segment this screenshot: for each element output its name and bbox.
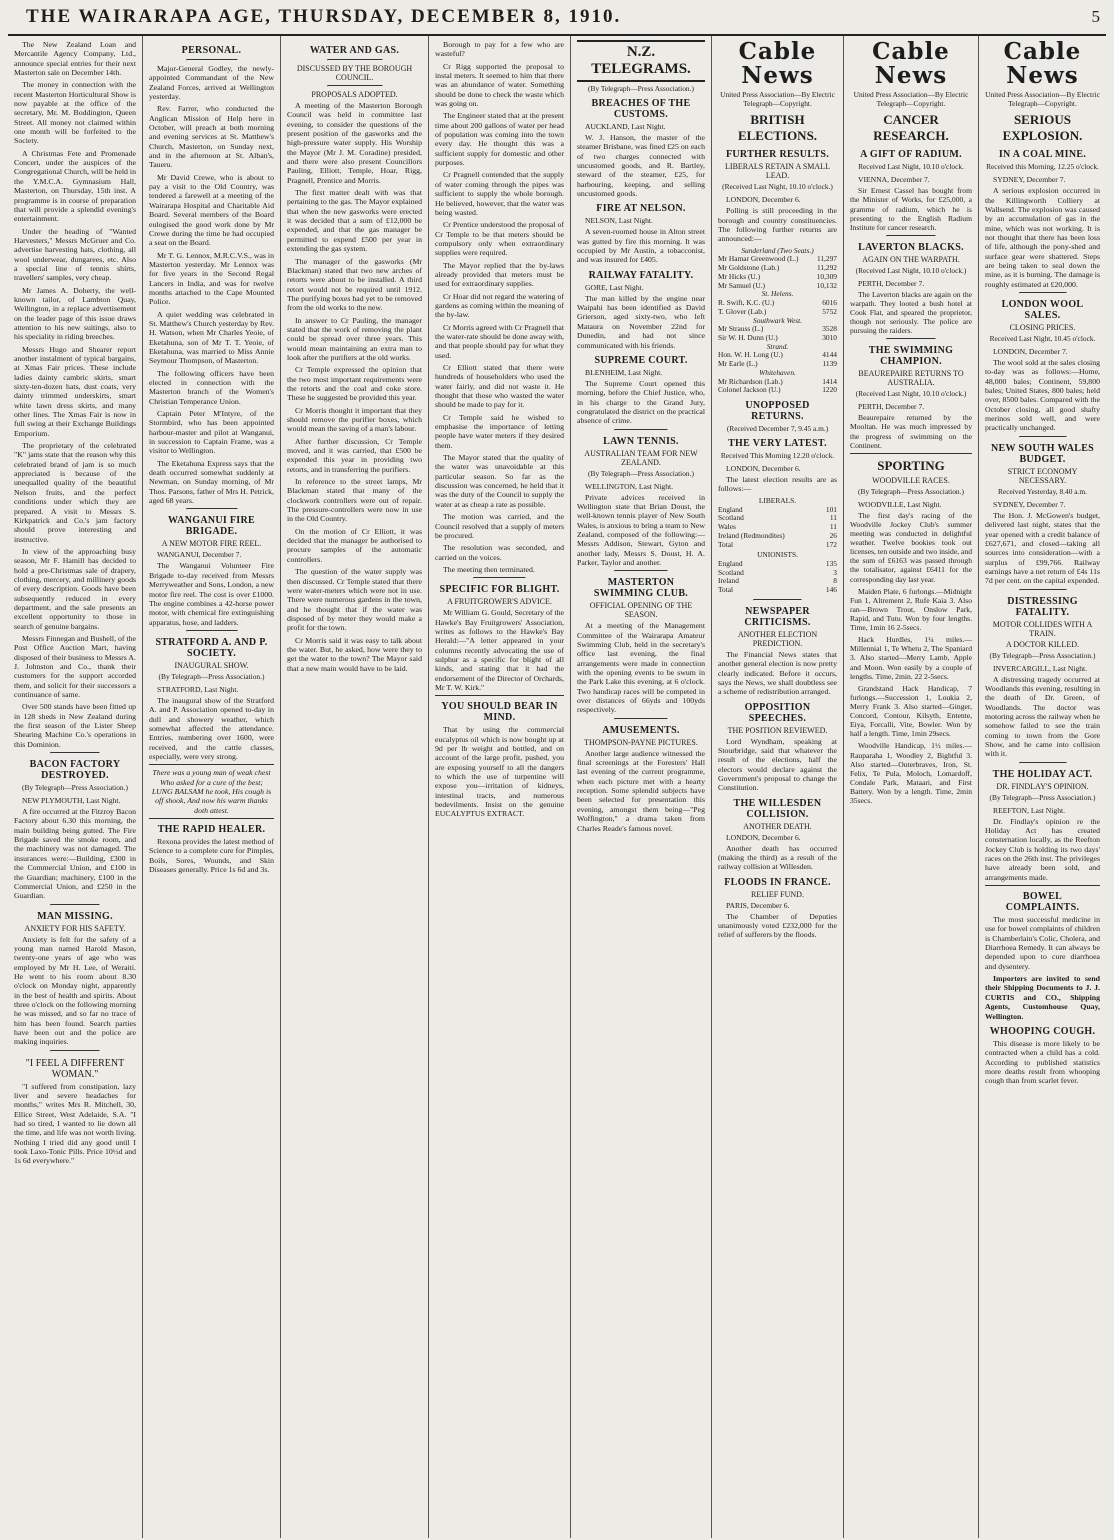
divider [1019, 589, 1067, 591]
paragraph: Mr David Crewe, who is about to pay a visit to the Old Country, was tendered a farewell at a meeting of the Wairarapa Hospital and Charitable Aid Board. Several members of the Board eulogised the good work done by Mr Crewe during the time he had occupied a seat on the Board. [149, 172, 274, 248]
race-result: Maiden Plate, 6 furlongs.—Midnight Fun 1, Altrement 2, Rufe Kaia 3. Also ran—Brown Trout, Onslow Park, Rapid, and Tutu. Won by four lengths. Time, 1min 16 2-5secs. [850, 586, 972, 633]
headline-cancer-research: CANCER RESEARCH. [873, 112, 949, 144]
paragraph: The Engineer stated that at the present time about 200 gallons of water per head of population was coming into the town every day. He thought this was a sufficient supply for domestic and other purposes. [435, 111, 564, 168]
telegraph-credit: United Press Association—By Electric Telegraph—Copyright. [720, 90, 835, 109]
paragraph: Under the heading of "Wanted Harvesters," Messrs McGruer and Co. advertise harvesting hats, clothing, all wool underwear, dungarees, etc. Also a special line of tennis shirts, travellers' samples, very cheap. [14, 226, 136, 283]
candidate-name: Hon. W. H. Long (U.) [718, 350, 783, 360]
dateline: INVERCARGILL, Last Night. [993, 663, 1088, 673]
headline-opposition: OPPOSITION SPEECHES. [744, 701, 811, 724]
candidate-name: Mr Goldstone (Lab.) [718, 263, 780, 273]
dateline: PERTH, December 7. [858, 278, 925, 288]
article-body: Polling is still proceeding in the borough and country constituencies. The following further returns are announced:— [718, 206, 837, 244]
dateline: LONDON, December 6. [726, 832, 801, 842]
headline-stratford: STRATFORD A. AND P. SOCIETY. [155, 636, 268, 659]
vote-count: 11 [829, 513, 837, 523]
total-label: Total [718, 585, 734, 595]
paragraph: The Mayor stated that the quality of the water was unavoidable at this particular season. So far as the discussion was concerned, he held that it was the duty of the Council to supply the water at as cheap a rate as possible. [435, 453, 564, 509]
headline-bacon: BACON FACTORY DESTROYED. [29, 759, 121, 782]
divider [614, 570, 667, 572]
subheadline: CLOSING PRICES. [1009, 323, 1076, 333]
headline-whooping-cough: WHOOPING COUGH. [989, 1025, 1096, 1037]
paragraph: The New Zealand Loan and Mercantile Agency Company, Ltd., announce special entries for their next Masterton sale on December 14th. [14, 40, 136, 78]
paragraph: Major-General Godley, the newly-appointed Commandant of the New Zealand Forces, arrived at Wellington yesterday. [149, 64, 274, 102]
article-body: The latest election results are as follows:— [718, 475, 837, 494]
vote-count: 3528 [822, 324, 837, 334]
party-caption: LIBERALS. [758, 495, 797, 505]
telegraph-credit: (By Telegraph—Press Association.) [588, 84, 694, 93]
page-number: 5 [1091, 7, 1100, 26]
article-body: The Hon. J. McGowen's budget, delivered last night, states that the year opened with a credit balance of £627,671, and closed—taking all sources into consideration—with a surplus of £99,766. Railway earnings have a net return of £4s 11s 7d per cent. on the capital expended. [985, 510, 1100, 586]
article-body: A seven-roomed house in Alton street was gutted by fire this morning. It was occupied by Mr Austin, a tobacconist, and was insured for £405. [577, 227, 705, 265]
party-totals [718, 497, 837, 595]
headline-sporting: SPORTING [877, 457, 945, 473]
race-result: Grandstand Hack Handicap, 7 furlongs.—Succession 1, Loukia 2, Merry Frank 3. Also started—Ginger, Concord, Contour, Kilsyth, Entente, Eiya, Forcalli, Vite, Bowler. Won by half a length. Time, 1min 29secs. [850, 683, 972, 739]
paragraph: A Christmas Fete and Promenade Concert, under the auspices of the Congregational Church, will be held in the Y.M.C.A. Gymnasium Hall, Masterton, on Thursday, 15th inst. A programme is in course of preparation that will provide a splendid evening's entertainment. [14, 148, 136, 224]
dateline: NEW PLYMOUTH, Last Night. [22, 796, 121, 806]
article-body: A distressing tragedy occurred at Woodlands this evening, resulting in the death of Dr. Green, of Woodlands. The doctor was motoring across the railway when he somehow failed to see the train coming to town from the Gore Show, and he came into collision with it. [985, 674, 1100, 759]
headline-explosion: SERIOUS EXPLOSION. [1002, 112, 1083, 144]
paragraph: The first matter dealt with was that pertaining to the gas. The Mayor explained that when the new gasworks were erected it was decided that a sum of £12,000 be expended, and that the gas manager be permitted to expend £500 per year in extending the gas system. [287, 188, 422, 254]
vote-count: 3010 [822, 333, 837, 342]
headline-british-elections: BRITISH ELECTIONS. [737, 112, 818, 144]
received-note: Received Yesterday, 8.40 a.m. [997, 486, 1087, 496]
notice-importers: Importers are invited to send their Shipping Documents to J. J. CURTIS and CO., Shipping Agents, Customhouse Quay, Wellington. [985, 974, 1100, 1021]
headline-water-gas: WATER AND GAS. [309, 45, 400, 56]
paragraph: The resolution was seconded, and carried on the voices. [435, 543, 564, 562]
telegraph-credit: (By Telegraph—Press Association.) [22, 783, 128, 793]
column-4 [429, 36, 571, 1538]
section-banner-cable-news: Cable News [1003, 38, 1082, 90]
headline-willesden: THE WILLESDEN COLLISION. [733, 797, 822, 820]
constituency: Whitehaven. [759, 367, 796, 377]
candidate-name: Mr Samuel (U.) [718, 280, 766, 290]
subheadline: THE POSITION REVIEWED. [727, 725, 828, 735]
advert-body: Rexona provides the latest method of Science to a complete cure for Pimples, Boils, Sores, Wounds, and Skin Diseases generally. Price 1s 6d and 3s. [149, 837, 274, 875]
paragraph: The meeting then terminated. [443, 564, 535, 574]
paragraph: In view of the approaching busy season, Mr F. Hamill has decided to hold a pre-Christmas sale of drapery, clothing, mercery, and millinery goods of every description. Goods have been subsequently reduced in every department, and the sale presents an excellent opportunity to those in search of genuine bargains. [14, 546, 136, 631]
dateline: PARIS, December 6. [726, 900, 790, 910]
article-body: The inaugural show of the Stratford A. and P. Association opened to-day in dull and showery weather, which somewhat affected the attendance. Entries, numbering over 1600, were received, and the cattle classes, especially, were very strong. [149, 695, 274, 761]
telegraph-credit: (By Telegraph—Press Association.) [858, 486, 964, 496]
headline-wool-sales: LONDON WOOL SALES. [1001, 299, 1084, 322]
article-body: The man killed by the engine near Waipahi has been identified as David Grierson, aged sixty-two, who left Mataura on November 22nd for Dunedin, and had not since communicated with his friends. [577, 293, 705, 350]
headline-fire-nelson: FIRE AT NELSON. [596, 203, 686, 215]
headline-personal: PERSONAL. [181, 45, 242, 56]
paragraph: Cr Rigg supported the proposal to instal meters. It seemed to him that there was an abundance of water. Something should be done to check the waste which was going on. [435, 61, 564, 109]
article-body: The Chamber of Deputies unanimously voted £232,000 for the relief of sufferers by the floods. [718, 911, 837, 940]
article-body: Lord Wyndham, speaking at Stourbridge, said that whatever the result of the elections, half the electors would declare against the Government's proposal to change the Constitution. [718, 736, 837, 793]
article-body: At a meeting of the Management Committee of the Wairarapa Amateur Swimming Club, held in the secretary's office last evening, the final arrangements were made in connection with the opening events to be swum in the Park Lake this evening, at 6 o'clock. Two handicap races will be competed in over distances of 66yds and 100yds respectively. [577, 621, 705, 715]
article-body: A serious explosion occurred in the Killingworth Colliery at Wallsend. The explosion was caused by an accumulation of gas in the mine, which was not working. It is not thought that there has been loss of life, although the pony-shed and surface gear were shattered. Steps are being taken to seal down the mine, as it is burning. The damage is roughly estimated at £20,000. [985, 186, 1100, 289]
dateline: WELLINGTON, Last Night. [585, 481, 674, 491]
headline-bear-in-mind: YOU SHOULD BEAR IN MIND. [441, 701, 558, 724]
headline-radium: A GIFT OF RADIUM. [860, 149, 962, 161]
election-results [718, 247, 837, 395]
total-row [718, 586, 837, 595]
subheadline: STRICT ECONOMY NECESSARY. [1007, 466, 1078, 485]
vote-count: 11,297 [816, 254, 837, 264]
subheadline: BEAUREPAIRE RETURNS TO AUSTRALIA. [858, 369, 964, 388]
received-note: Received This Morning 12.20 o'clock. [720, 451, 835, 461]
advert-headline: "I FEEL A DIFFERENT WOMAN." [25, 1057, 125, 1080]
paragraph: The motion was carried, and the Council resolved that a supply of meters be procured. [435, 512, 564, 540]
telegraph-credit: (By Telegraph—Press Association.) [989, 792, 1096, 802]
subheadline: ANOTHER ELECTION PREDICTION. [737, 629, 818, 648]
divider [886, 338, 937, 340]
subheadline: A DOCTOR KILLED. [1006, 639, 1079, 649]
headline-customs: BREACHES OF THE CUSTOMS. [591, 98, 691, 120]
headline-fire-brigade: WANGANUI FIRE BRIGADE. [168, 515, 255, 538]
vote-count: 10,132 [816, 280, 837, 290]
article-body: W. J. Hanson, the master of the steamer Brisbane, was fined £25 on each of two charges connected with uncustomed goods, and R. Bartley, steward of the steamer, £25, for harbouring, keeping, and selling uncustomed goods. [577, 133, 705, 199]
dateline: GORE, Last Night. [585, 282, 644, 292]
paragraph: The proprietary of the celebrated "K" jams state that the reason why this celebrated brand of jam is so much appreciated is because of the unequalled quality of the beautiful Nelson fruits, and the perfect conditions under which they are prepared. A visit to Messrs S. Kirkpatrick and Co.'s jam factory should prove interesting and instructive. [14, 441, 136, 544]
column-7 [844, 36, 979, 1538]
received-note: Received Last Night, 10.10 o'clock. [858, 162, 964, 172]
paragraph: Mr T. G. Lennox, M.R.C.V.S., was in Masterton yesterday. Mr Lennox was for five years in the Second Regal Lancers in India, and was for twelve months attached to the Cape Mounted Police. [149, 250, 274, 307]
vote-count: 1220 [822, 385, 837, 395]
subheadline: WOODVILLE RACES. [872, 475, 950, 485]
paragraph: In answer to Cr Pauling, the manager stated that the work of removing the plant could be spread over three years. This would mean maintaining an extra man to look after the purifiers at the old works. [287, 315, 422, 362]
constituency: Sunderland (Two Seats.) [741, 245, 814, 255]
vote-count: 6016 [822, 298, 837, 308]
headline-blight: SPECIFIC FOR BLIGHT. [439, 584, 560, 596]
article-body: Beaurepaire returned by the Mooltan. He was much impressed by the progress of swimming on the Continent. [850, 413, 972, 450]
section-banner-cable-news: Cable News [738, 38, 817, 90]
headline-floods: FLOODS IN FRANCE. [724, 876, 831, 888]
column-5 [571, 36, 712, 1538]
vote-count: 5752 [822, 306, 837, 316]
received-note: Received Last Night, 10.45 o'clock. [989, 334, 1096, 344]
headline-lawn-tennis: LAWN TENNIS. [603, 435, 679, 447]
divider [186, 59, 238, 61]
dateline: BLENHEIM, Last Night. [585, 367, 663, 377]
headline-newspaper-criticisms: NEWSPAPER CRITICISMS. [744, 605, 811, 628]
vote-count: 1139 [822, 359, 837, 369]
dateline: PERTH, December 7. [858, 402, 925, 412]
telegraph-credit: (By Telegraph—Press Association.) [989, 650, 1096, 660]
candidate-name: Wales [718, 522, 736, 532]
advert-body: That by using the commercial eucalyptus oil which is now bought up at 9d per lb weight and bottled, and on account of the large profit, pushed, you are exposing yourself to all the dangers to which the use of turpentine will expose you—irritation of kidneys, intestinal tracts, and numerous bedevilments. Insist on the genuine EUCALYPTUS EXTRACT. [435, 725, 564, 819]
section-banner-cable-news: Cable News [872, 38, 950, 90]
headline-very-latest: THE VERY LATEST. [728, 438, 827, 450]
masthead-title: THE WAIRARAPA AGE, THURSDAY, DECEMBER 8, 1910. [26, 6, 622, 27]
candidate-name: Colonel Jackson (U.) [718, 385, 781, 395]
paragraph: The money in connection with the recent Masterton Horticultural Show is now payable at the office of the secretary, Mr. M. Boddington, Queen Street. All money not claimed within one month will be forfeited to the Society. [14, 80, 136, 146]
dateline: LONDON, December 6. [726, 464, 801, 474]
headline-holiday-act: THE HOLIDAY ACT. [992, 768, 1093, 780]
headline-coal-mine: IN A COAL MINE. [998, 149, 1087, 161]
vote-count: 1414 [822, 376, 837, 386]
candidate-name: Mr Strauss (L.) [718, 324, 764, 334]
divider [435, 695, 564, 696]
headline-amusements: AMUSEMENTS. [602, 724, 680, 736]
divider [50, 752, 101, 754]
headline-nsw-budget: NEW SOUTH WALES BUDGET. [990, 442, 1095, 465]
telegraph-credit: United Press Association—By Electric Telegraph—Copyright. [985, 90, 1100, 109]
telegraph-credit: United Press Association—By Electric Telegraph—Copyright. [853, 90, 969, 109]
dateline: NELSON, Last Night. [585, 216, 653, 226]
dateline: WANGANUI, December 7. [157, 550, 242, 560]
article-body: The wool sold at the sales closing to-day was as follows:—Home, 48,000 bales; Continent, 59,800 bales; United States, 800 bales; held over, 8500 bales. Compared with the October closing, all good shafty merinos sold well, and were practically unchanged. [985, 358, 1100, 433]
paragraph: The following officers have been elected in connection with the Masterton branch of the Women's Christian Temperance Union. [149, 368, 274, 406]
candidate-name: Mr Hamar Greenwood (L.) [718, 254, 799, 264]
column-6 [712, 36, 844, 1538]
advert-body: The most successful medicine in use for bowel complaints of children is Chamberlain's Colic, Cholera, and Diarrhoea Remedy. It can always be depended upon to cure diarrhoea and dysentery. [985, 915, 1100, 971]
dateline: REEFTON, Last Night. [993, 805, 1065, 815]
candidate-name: Scotland [718, 513, 744, 523]
subheadline: AUSTRALIAN TEAM FOR NEW ZEALAND. [584, 448, 698, 467]
vote-count: 11,292 [816, 263, 837, 273]
received-note: Received this Morning, 12.25 o'clock. [986, 162, 1099, 172]
candidate-name: Mr Hicks (U.) [718, 271, 761, 281]
candidate-name: R. Swift, K.C. (U.) [718, 298, 775, 308]
advert-body: "I suffered from constipation, lazy liver and severe headaches for months," writes Mrs R. Mitchell, 30, Ellice Street, West Adelaide, S.A. "I had so tired, I wanted to lie down all the time, and life was not worth living. Nothing I tried did any good until I took Laxo-Tonic Pills. Price 10½d and 1s 6d everywhere." [14, 1081, 136, 1166]
divider [186, 508, 238, 510]
divider [327, 59, 383, 61]
headline-supreme-court: SUPREME COURT. [594, 354, 688, 366]
paragraph: Cr Morris thought it important that they should remove the purifier boxes, which would mean the saving of a man's labour. [287, 405, 422, 434]
divider [985, 885, 1100, 886]
candidate-name: England [718, 504, 743, 514]
masthead [8, 6, 1106, 36]
paragraph: The question of the water supply was then discussed. Cr Temple stated that there were water-meters which were not in use. There were numerous gardens in the town, and he thought that if the water was disposed of by meter they would make a profit for the town. [287, 567, 422, 633]
paragraph: Cr Pragnell contended that the supply of water coming through the pipes was sufficient to supply the whole borough. He believed, however, that the water was being wasted. [435, 170, 564, 217]
article-body: The Financial News states that another general election is now pretty clearly indicated. Before it occurs, says the News, we shall doubtless see a scheme of redistribution arranged. [718, 649, 837, 697]
column-8 [979, 36, 1106, 1538]
divider [1019, 292, 1067, 294]
article-body: Anxiety is felt for the safety of a young man named Harold Mason, twenty-one years of age who was employed by Mr H. Lee, of Weraiti. He went to his room about 8.30 o'clock on Monday night, apparently in the best of health and spirits. About three o'clock on the following morning he was missed, and so far no trace of him has been found. Search parties have been out and the police are making inquiries. [14, 934, 136, 1047]
total-value: 146 [825, 585, 837, 595]
subheadline: ANXIETY FOR HIS SAFETY. [24, 923, 126, 933]
subheadline: A FRUITGROWER'S ADVICE. [447, 597, 552, 607]
headline-further-results: FURTHER RESULTS. [726, 149, 829, 161]
candidate-name: T. Glover (Lab.) [718, 306, 767, 316]
vote-count: 11 [829, 522, 837, 532]
constituency: St. Helens. [761, 289, 794, 299]
article-body: Private advices received in Wellington state that Brian Doust, the well-known tennis player of New South Wales, is anxious to bring a team to New Zealand, composed of the following:—Messrs Addison, Stewart, Gyton and another lady, Messrs S. Doust, H. A. Parker, Taylor and another. [577, 492, 705, 567]
constituency: Strand. [766, 341, 789, 351]
paragraph: Mr James A. Doherty, the well-known tailor, of Lambton Quay, Wellington, in a replace advertisement on the leader page of this issue draws attention to his new suitings, also to his speciality in riding breeches. [14, 285, 136, 342]
vote-count: 3 [833, 567, 837, 577]
divider [886, 235, 937, 237]
dateline: SYDNEY, December 7. [993, 499, 1066, 509]
subheadline: THOMPSON-PAYNE PICTURES. [584, 737, 698, 747]
paragraph: Cr Elliott stated that there were hundreds of householders who used the water fairly, and did not waste it. He thought that those who wasted the water should be made to pay for it. [435, 363, 564, 410]
headline-laverton: LAVERTON BLACKS. [858, 241, 964, 253]
paragraph: Borough to pay for a few who are wasteful? [435, 40, 564, 59]
article-body: This disease is more likely to be contracted when a child has a cold. According to published statistics more deaths result from whooping cough than from scarlet fever. [985, 1038, 1100, 1086]
result-row [718, 577, 837, 586]
paragraph: Cr Morris said it was easy to talk about the water. But, he asked, how were they to get the water to the town? The Mayor said that a new main would have to be laid. [287, 635, 422, 673]
paragraph: Rev. Farrer, who conducted the Anglican Mission of Help here in October, will preach at both morning and evening services at St. Matthew's Church, Masterton, on Sunday next, and in the afternoon at St. Alban's, Taueru. [149, 104, 274, 170]
dateline: VIENNA, December 7. [858, 175, 930, 185]
vote-count: 8 [833, 576, 837, 586]
received-note: (Received Last Night, 10.10 o'clock.) [855, 389, 967, 399]
telegraph-credit: (By Telegraph—Press Association.) [588, 468, 694, 478]
headline-distressing-fatality: DISTRESSING FATALITY. [1007, 595, 1078, 618]
total-row [718, 541, 837, 550]
dateline: WOODVILLE, Last Night. [858, 499, 942, 509]
paragraph: Cr Hoar did not regard the watering of gardens as coming within the meaning of the by-law. [435, 291, 564, 320]
article-body: The Wanganui Volunteer Fire Brigade to-day received from Messrs Merryweather and Sons, London, a new motor fire reel. The cost is over £1000. The engine combines a 42-horse power motor, with chemical fire extinguishing apparatus, hose, and ladders. [149, 561, 274, 627]
divider [614, 429, 667, 431]
article-body: Another large audience witnessed the final screenings at the Foresters' Hall last evening of the current programme, when each picture met with a hearty reception. Some splendid subjects have been selected for presentation this evening, amongst them being—"Peg Woffington," a drama taken from Charles Reade's famous novel. [577, 748, 705, 833]
headline-unopposed: UNOPPOSED RETURNS. [745, 400, 810, 423]
paragraph: Cr Prentice understood the proposal of Cr Temple to be that meters should be compulsory only when extraordinary supplies were required. [435, 220, 564, 258]
candidate-name: Sir W. H. Dunn (U.) [718, 333, 778, 342]
divider [753, 599, 803, 601]
paragraph: A quiet wedding was celebrated in St. Matthew's Church yesterday by Rev. H. Watson, when Mr Charles Yeoie, of Eketahuna, son of Mr T. T. Yeoie, of Eketahuna, was married to Miss Annie Seymour Thompson, of Masterton. [149, 309, 274, 366]
subheadline: ANOTHER DEATH. [743, 821, 812, 831]
race-result: Hack Hurdles, 1¼ miles.—Millennial 1, Te Whetu 2, The Spaniard 3. Also started—Merry Lamb, Apple and Moon. Won easily by a couple of lengths. Time, 2min. 22 2-5secs. [850, 635, 972, 681]
headline-bowel-complaints: BOWEL COMPLAINTS. [1005, 891, 1080, 914]
subheadline: LIBERALS RETAIN A SMALL LEAD. [725, 162, 830, 181]
dateline: LONDON, December 6. [726, 195, 801, 205]
paragraph: Cr Temple expressed the opinion that the two most important requirements were the retorts and the coal and coke store. These he suggested be provided this year. [287, 365, 422, 403]
headline-swimming-champion: THE SWIMMING CHAMPION. [868, 345, 954, 368]
article-body: The Supreme Court opened this morning, before the Chief Justice, who, in his charge to the Grand Jury, congratulated the district on the practical absence of crime. [577, 378, 705, 426]
subheadline: OFFICIAL OPENING OF THE SEASON. [589, 601, 693, 620]
article-body: A fire occurred at the Fitzroy Bacon Factory about 6.30 this morning, the main building being gutted. The Fire Brigade saved the smoke room, and the machinery was not damaged. The insurances were:—Building, £300 in the Commercial Union, and £100 in the Guardian; machinery, £100 in the Commercial Union, and £250 in the Guardian. [14, 807, 136, 901]
columns [8, 36, 1106, 1538]
vote-count: 10,309 [816, 271, 837, 281]
dateline: AUCKLAND, Last Night. [585, 122, 666, 131]
subheadline: DR. FINDLAY'S OPINION. [996, 781, 1089, 791]
vote-count: 26 [829, 530, 837, 540]
headline-rapid-healer: THE RAPID HEALER. [157, 824, 266, 835]
article-body: The first day's racing of the Woodville Jockey Club's summer meeting was conducted in delightful weather. Twelve bookies took out licenses, ten outside and two inside, and the sum of £6163 was passed through the totalisator, against £6411 for the corresponding day last year. [850, 510, 972, 584]
paragraph: Cr Morris agreed with Cr Pragnell that the water-rate should be done away with, and that people should pay for what they used. [435, 322, 564, 360]
vote-count: 4144 [822, 350, 837, 360]
divider [50, 1050, 101, 1052]
paragraph: In reference to the street lamps, Mr Blackman stated that many of the clockwork controllers were out of repair. The pressure-controllers were now in use in the Old Country. [287, 477, 422, 524]
subheadline: PROPOSALS ADOPTED. [311, 90, 398, 99]
divider [50, 904, 101, 906]
divider [186, 630, 238, 632]
paragraph: A meeting of the Masterton Borough Council was held in committee last evening, to consider the questions of the present position of the gasworks and the high-pressure water supply. His Worship the Mayor (Mr J. M. Coradine) presided, and there were also present Councillors Pauling, Elliott, Temple, Hoar, Rigg, Pragnell, Prentice and Morris. [287, 101, 422, 185]
subheadline: AGAIN ON THE WARPATH. [862, 254, 960, 264]
divider [614, 718, 667, 720]
received-note: (Received December 7, 9.45 a.m.) [726, 424, 829, 434]
paragraph: After further discussion, Cr Temple moved, and it was carried, that £500 be expended this year in providing two retorts, and in transferring the purifiers. [287, 436, 422, 474]
result-row [718, 532, 837, 541]
candidate-name: Ireland [718, 576, 739, 586]
subheadline: INAUGURAL SHOW. [174, 660, 249, 670]
telegraph-credit: (By Telegraph—Press Association.) [158, 671, 265, 681]
subheadline: RELIEF FUND. [751, 889, 804, 899]
paragraph: Captain Peter M'Intyre, of the Stormbird, who has been appointed harbour-master and pilot at Wanganui, in succession to Captain Frame, was a visitor to Wellington. [149, 409, 274, 456]
divider [850, 453, 972, 454]
candidate-name: Ireland (Redmondites) [718, 530, 785, 540]
article-body: Another death has occurred (making the third) as a result of the railway collision at Willesden. [718, 843, 837, 872]
divider [1019, 436, 1067, 438]
race-result: Woodville Handicap, 1½ miles.—Rauparaha 1, Woodley 2, Bightful 3. Also started—Outerbraves, Iron, St. Felix, Te Pula, Moloch, Lomardoff, Condale Park, Mataari, and First Battery. Won by a length. Time, 2min 35secs. [850, 741, 972, 806]
section-banner-nz-telegrams: N.Z. TELEGRAMS. [577, 40, 705, 82]
candidate-name: England [718, 558, 743, 568]
headline-missing: MAN MISSING. [37, 910, 113, 922]
candidate-name: Mr Earle (L.) [718, 359, 758, 369]
subheadline: DISCUSSED BY THE BOROUGH COUNCIL. [296, 64, 413, 82]
constituency: Southwark West. [753, 315, 802, 325]
subheadline: MOTOR COLLIDES WITH A TRAIN. [992, 619, 1093, 638]
paragraph: Over 500 stands have been fitted up in 128 sheds in New Zealand during the first season of the Lister Sheep Shearing Machine Co.'s operations in this Dominion. [14, 702, 136, 749]
divider [149, 764, 274, 765]
total-label: Total [718, 539, 734, 549]
headline-swimming-club: MASTERTON SWIMMING CLUB. [593, 577, 689, 600]
advert-verse: There was a young man of weak chest Who asked for a cure of the best; LUNG BALSAM he took, His cough is off shook, And now his warm thanks doth attest. [151, 768, 272, 815]
article-body: Dr. Findlay's opinion re the Holiday Act has created consternation locally, as the Reefton Jockey Club is holding its two days' races on the 26th inst. The privileges have already been sold, and arrangements made. [985, 816, 1100, 882]
divider [473, 577, 527, 579]
candidate-name: Scotland [718, 567, 744, 577]
dateline: LONDON, December 7. [993, 347, 1068, 357]
divider [149, 818, 274, 819]
paragraph: The manager of the gasworks (Mr Blackman) stated that two new arches of retorts were about to be installed. A third retort would not be required until 1912. The purifying boxes had yet to be removed from the old works to the new. [287, 256, 422, 313]
dateline: STRATFORD, Last Night. [157, 684, 239, 694]
received-note: (Received Last Night, 10.10 o'clock.) [722, 182, 833, 192]
total-value: 172 [825, 539, 837, 549]
column-3 [281, 36, 429, 1538]
vote-count: 101 [825, 504, 837, 514]
paragraph: Messrs Finnegan and Bushell, of the Post Office Auction Mart, having disposed of their business to Messrs A. J. Johnston and Co., thank their customers for the support accorded them, and solicit for their successors a continuance of same. [14, 633, 136, 700]
divider [1019, 762, 1067, 764]
received-note: (Received Last Night, 10.10 o'clock.) [855, 265, 967, 275]
column-1 [8, 36, 143, 1538]
paragraph: Cr Temple said he wished to emphasise the importance of letting people have water meters if they desired them. [435, 412, 564, 450]
column-2 [143, 36, 281, 1538]
candidate-name: Mr Richardson (Lab.) [718, 376, 783, 386]
vote-count: 135 [825, 558, 837, 568]
party-caption: UNIONISTS. [757, 550, 798, 560]
paragraph: On the motion of Cr Elliott, it was decided that the manager be authorised to procure samples of the automatic controllers. [287, 526, 422, 564]
paragraph: Messrs Hugo and Shearer report another instalment of typical bargains, at Xmas Fair prices. These include ladies dainty cambric skirts, smart sixty-ten-dozen hats, dust coats, very dainty trimmed underskirts, smart white lawn dress skirts, and many other lines. The Xmas Fair is now in full swing at their Exchange Buildings Emporium. [14, 344, 136, 438]
dateline: SYDNEY, December 7. [993, 175, 1066, 185]
paragraph: The Eketahuna Express says that the death occurred somewhat suddenly at Newman, on Sunday morning, of Mr Thos. Parsons, father of Mrs H. Petrick, aged 68 years. [149, 458, 274, 506]
result-row [718, 386, 837, 395]
divider [327, 85, 383, 87]
article-body: Mr William G. Gould, Secretary of the Hawke's Bay Fruitgrowers' Association, writes as follows to the Hawke's Bay Herald:—"A letter appeared in your columns recently advocating the use of sulphur as a specific for blight of all kinds, and stating that it had the endorsement of the Director of Orchards, Mr T. W. Kirk." [435, 608, 564, 692]
subheadline: A NEW MOTOR FIRE REEL. [161, 539, 262, 549]
headline-railway: RAILWAY FATALITY. [588, 269, 694, 281]
article-body: The Laverton blacks are again on the warpath. They looted a bush hotel at Cook Flat, and speared the proprietor, though not seriously. The police are pursuing the raiders. [850, 289, 972, 336]
article-body: Sir Ernest Cassel has bought from the Minister of Works, for £25,000, a gramme of radium, which he is presenting to the English Radium Institute for cancer research. [850, 186, 972, 232]
paragraph: The Mayor replied that the by-laws already provided that meters must be used for extraordinary supplies. [435, 260, 564, 289]
